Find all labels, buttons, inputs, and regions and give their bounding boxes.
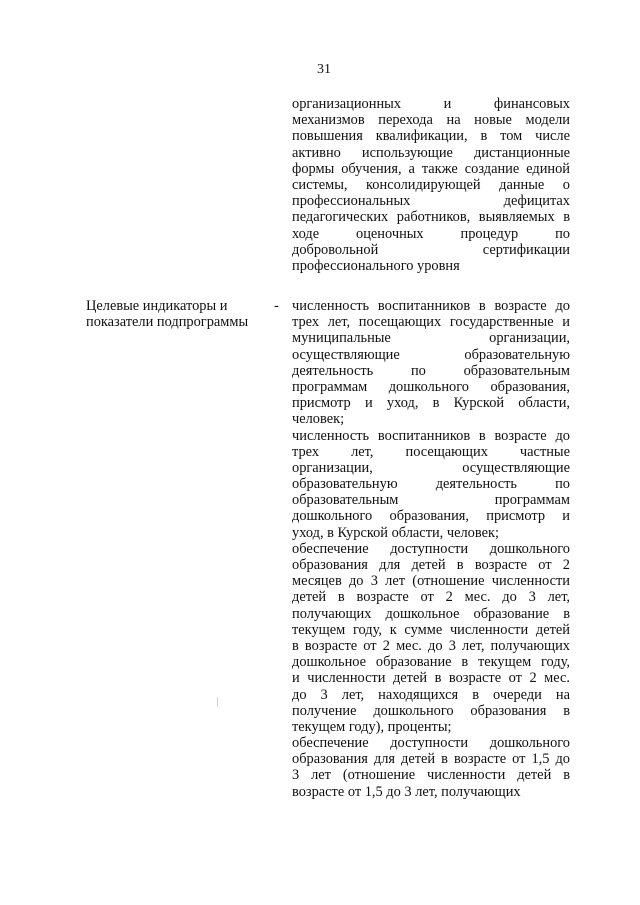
- text-line: профессионального уровня: [292, 257, 460, 274]
- text-line: в возрасте от 2 мес. до 3 лет, получающих: [292, 637, 570, 654]
- text-line: и численности детей в возрасте от 2 мес.: [292, 670, 570, 687]
- text-line: активно использующие дистанционные: [292, 144, 570, 161]
- text-line: текущем году), проценты;: [292, 718, 452, 735]
- text-line: профессиональных дефицитах: [292, 193, 570, 210]
- text-line: человек;: [292, 411, 345, 428]
- continuation-text: [292, 96, 570, 274]
- label-line: показатели подпрограммы: [86, 314, 249, 331]
- text-line: ходе оценочных процедур по: [292, 225, 570, 242]
- row-value: [292, 298, 570, 800]
- text-line: муниципальные организации,: [292, 330, 570, 347]
- row-label: [86, 298, 266, 330]
- text-line: организационных и финансовых: [292, 96, 570, 112]
- text-line: механизмов перехода на новые модели: [292, 112, 570, 129]
- text-line: системы, консолидирующей данные о: [292, 176, 570, 193]
- text-line: получение дошкольного образования в: [292, 702, 570, 719]
- text-line: присмотр и уход, в Курской области,: [292, 395, 570, 412]
- text-line: детей в возрасте от 2 мес. до 3 лет,: [292, 589, 570, 606]
- text-line: образования для детей в возрасте от 2: [292, 557, 570, 573]
- text-line: обеспечение доступности дошкольного: [292, 540, 570, 557]
- text-line: численность воспитанников в возрасте до: [292, 298, 570, 314]
- text-line: образовательную деятельность по: [292, 476, 570, 493]
- text-line: дошкольное образование в текущем году,: [292, 654, 570, 671]
- text-line: обеспечение доступности дошкольного: [292, 735, 570, 752]
- text-line: образования для детей в возрасте от 1,5 до: [292, 751, 570, 768]
- text-line: 3 лет (отношение численности детей в: [292, 767, 570, 784]
- text-line: педагогических работников, выявляемых в: [292, 209, 570, 226]
- text-line: до 3 лет, находящихся в очереди на: [292, 686, 570, 703]
- text-line: добровольной сертификации: [292, 241, 570, 258]
- text-line: дошкольного образования, присмотр и: [292, 508, 570, 525]
- text-line: трех лет, посещающих частные: [292, 443, 570, 460]
- text-line: осуществляющие образовательную: [292, 346, 570, 363]
- page-number: 31: [317, 62, 331, 77]
- row-dash: -: [274, 298, 279, 314]
- text-line: получающих дошкольное образование в: [292, 605, 570, 622]
- text-line: формы обучения, а также создание единой: [292, 160, 570, 177]
- scan-speck: [217, 697, 218, 707]
- text-line: численность воспитанников в возрасте до: [292, 427, 570, 444]
- text-line: программам дошкольного образования,: [292, 378, 570, 395]
- text-line: деятельность по образовательным: [292, 362, 570, 379]
- text-line: повышения квалификации, в том числе: [292, 128, 570, 145]
- label-line: Целевые индикаторы и: [86, 298, 228, 314]
- text-line: уход, в Курской области, человек;: [292, 524, 499, 541]
- text-line: образовательным программам: [292, 492, 570, 509]
- text-line: возрасте от 1,5 до 3 лет, получающих: [292, 783, 521, 800]
- text-line: текущем году, к сумме численности детей: [292, 621, 570, 638]
- text-line: месяцев до 3 лет (отношение численности: [292, 573, 570, 590]
- text-line: трех лет, посещающих государственные и: [292, 314, 570, 331]
- text-line: организации, осуществляющие: [292, 459, 570, 476]
